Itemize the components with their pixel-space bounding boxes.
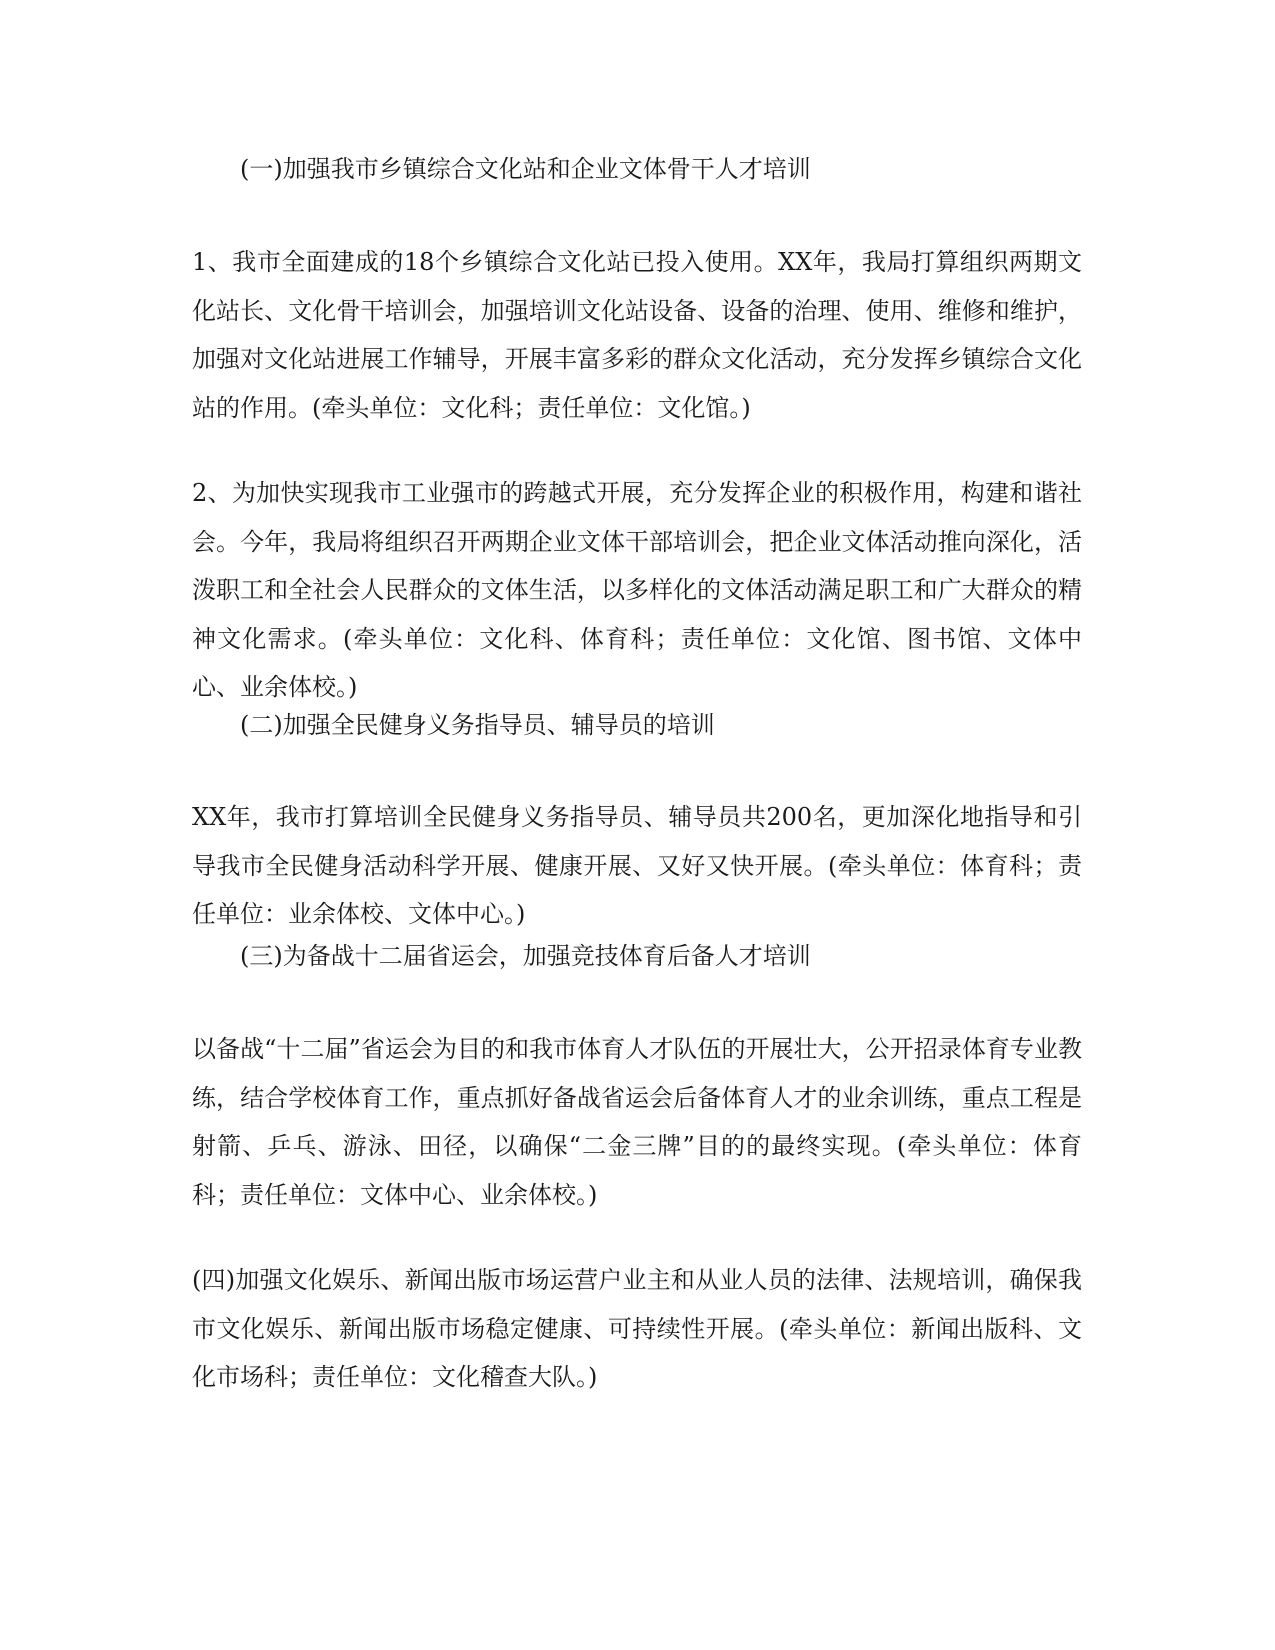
paragraph-1: 1、我市全面建成的18个乡镇综合文化站已投入使用。XX年，我局打算组织两期文化站长、文化骨干培训会，加强培训文化站设备、设备的治理、使用、维修和维护，加强对文化站进展工作辅导，开展丰富多彩的群众文化活动，充分发挥乡镇综合文化站的作用。(牵头单位：文化科；责任单位：文化馆。): [192, 248, 1082, 422]
paragraph-4: 以备战“十二届”省运会为目的和我市体育人才队伍的开展壮大，公开招录体育专业教练，结合学校体育工作，重点抓好备战省运会后备体育人才的业余训练，重点工程是射箭、乒乓、游泳、田径，以确保“二金三牌”目的的最终实现。(牵头单位：体育科；责任单位：文体中心、业余体校。): [192, 1035, 1082, 1209]
paragraph-2: 2、为加快实现我市工业强市的跨越式开展，充分发挥企业的积极作用，构建和谐社会。今年，我局将组织召开两期企业文体干部培训会，把企业文体活动推向深化，活泼职工和全社会人民群众的文体生活，以多样化的文体活动满足职工和广大群众的精神文化需求。(牵头单位：文化科、体育科；责任单位：文化馆、图书馆、文体中心、业余体校。): [192, 479, 1082, 701]
paragraph-3: XX年，我市打算培训全民健身义务指导员、辅导员共200名，更加深化地指导和引导我市全民健身活动科学开展、健康开展、又好又快开展。(牵头单位：体育科；责任单位：业余体校、文体中心。): [192, 803, 1082, 928]
section-heading-1: (一)加强我市乡镇综合文化站和企业文体骨干人才培训: [240, 155, 811, 183]
paragraph-5: (四)加强文化娱乐、新闻出版市场运营户业主和从业人员的法律、法规培训，确保我市文化娱乐、新闻出版市场稳定健康、可持续性开展。(牵头单位：新闻出版科、文化市场科；责任单位：文化稽查大队。): [192, 1266, 1082, 1391]
section-heading-3: (三)为备战十二届省运会，加强竞技体育后备人才培训: [240, 942, 811, 970]
section-heading-2: (二)加强全民健身义务指导员、辅导员的培训: [240, 711, 715, 739]
